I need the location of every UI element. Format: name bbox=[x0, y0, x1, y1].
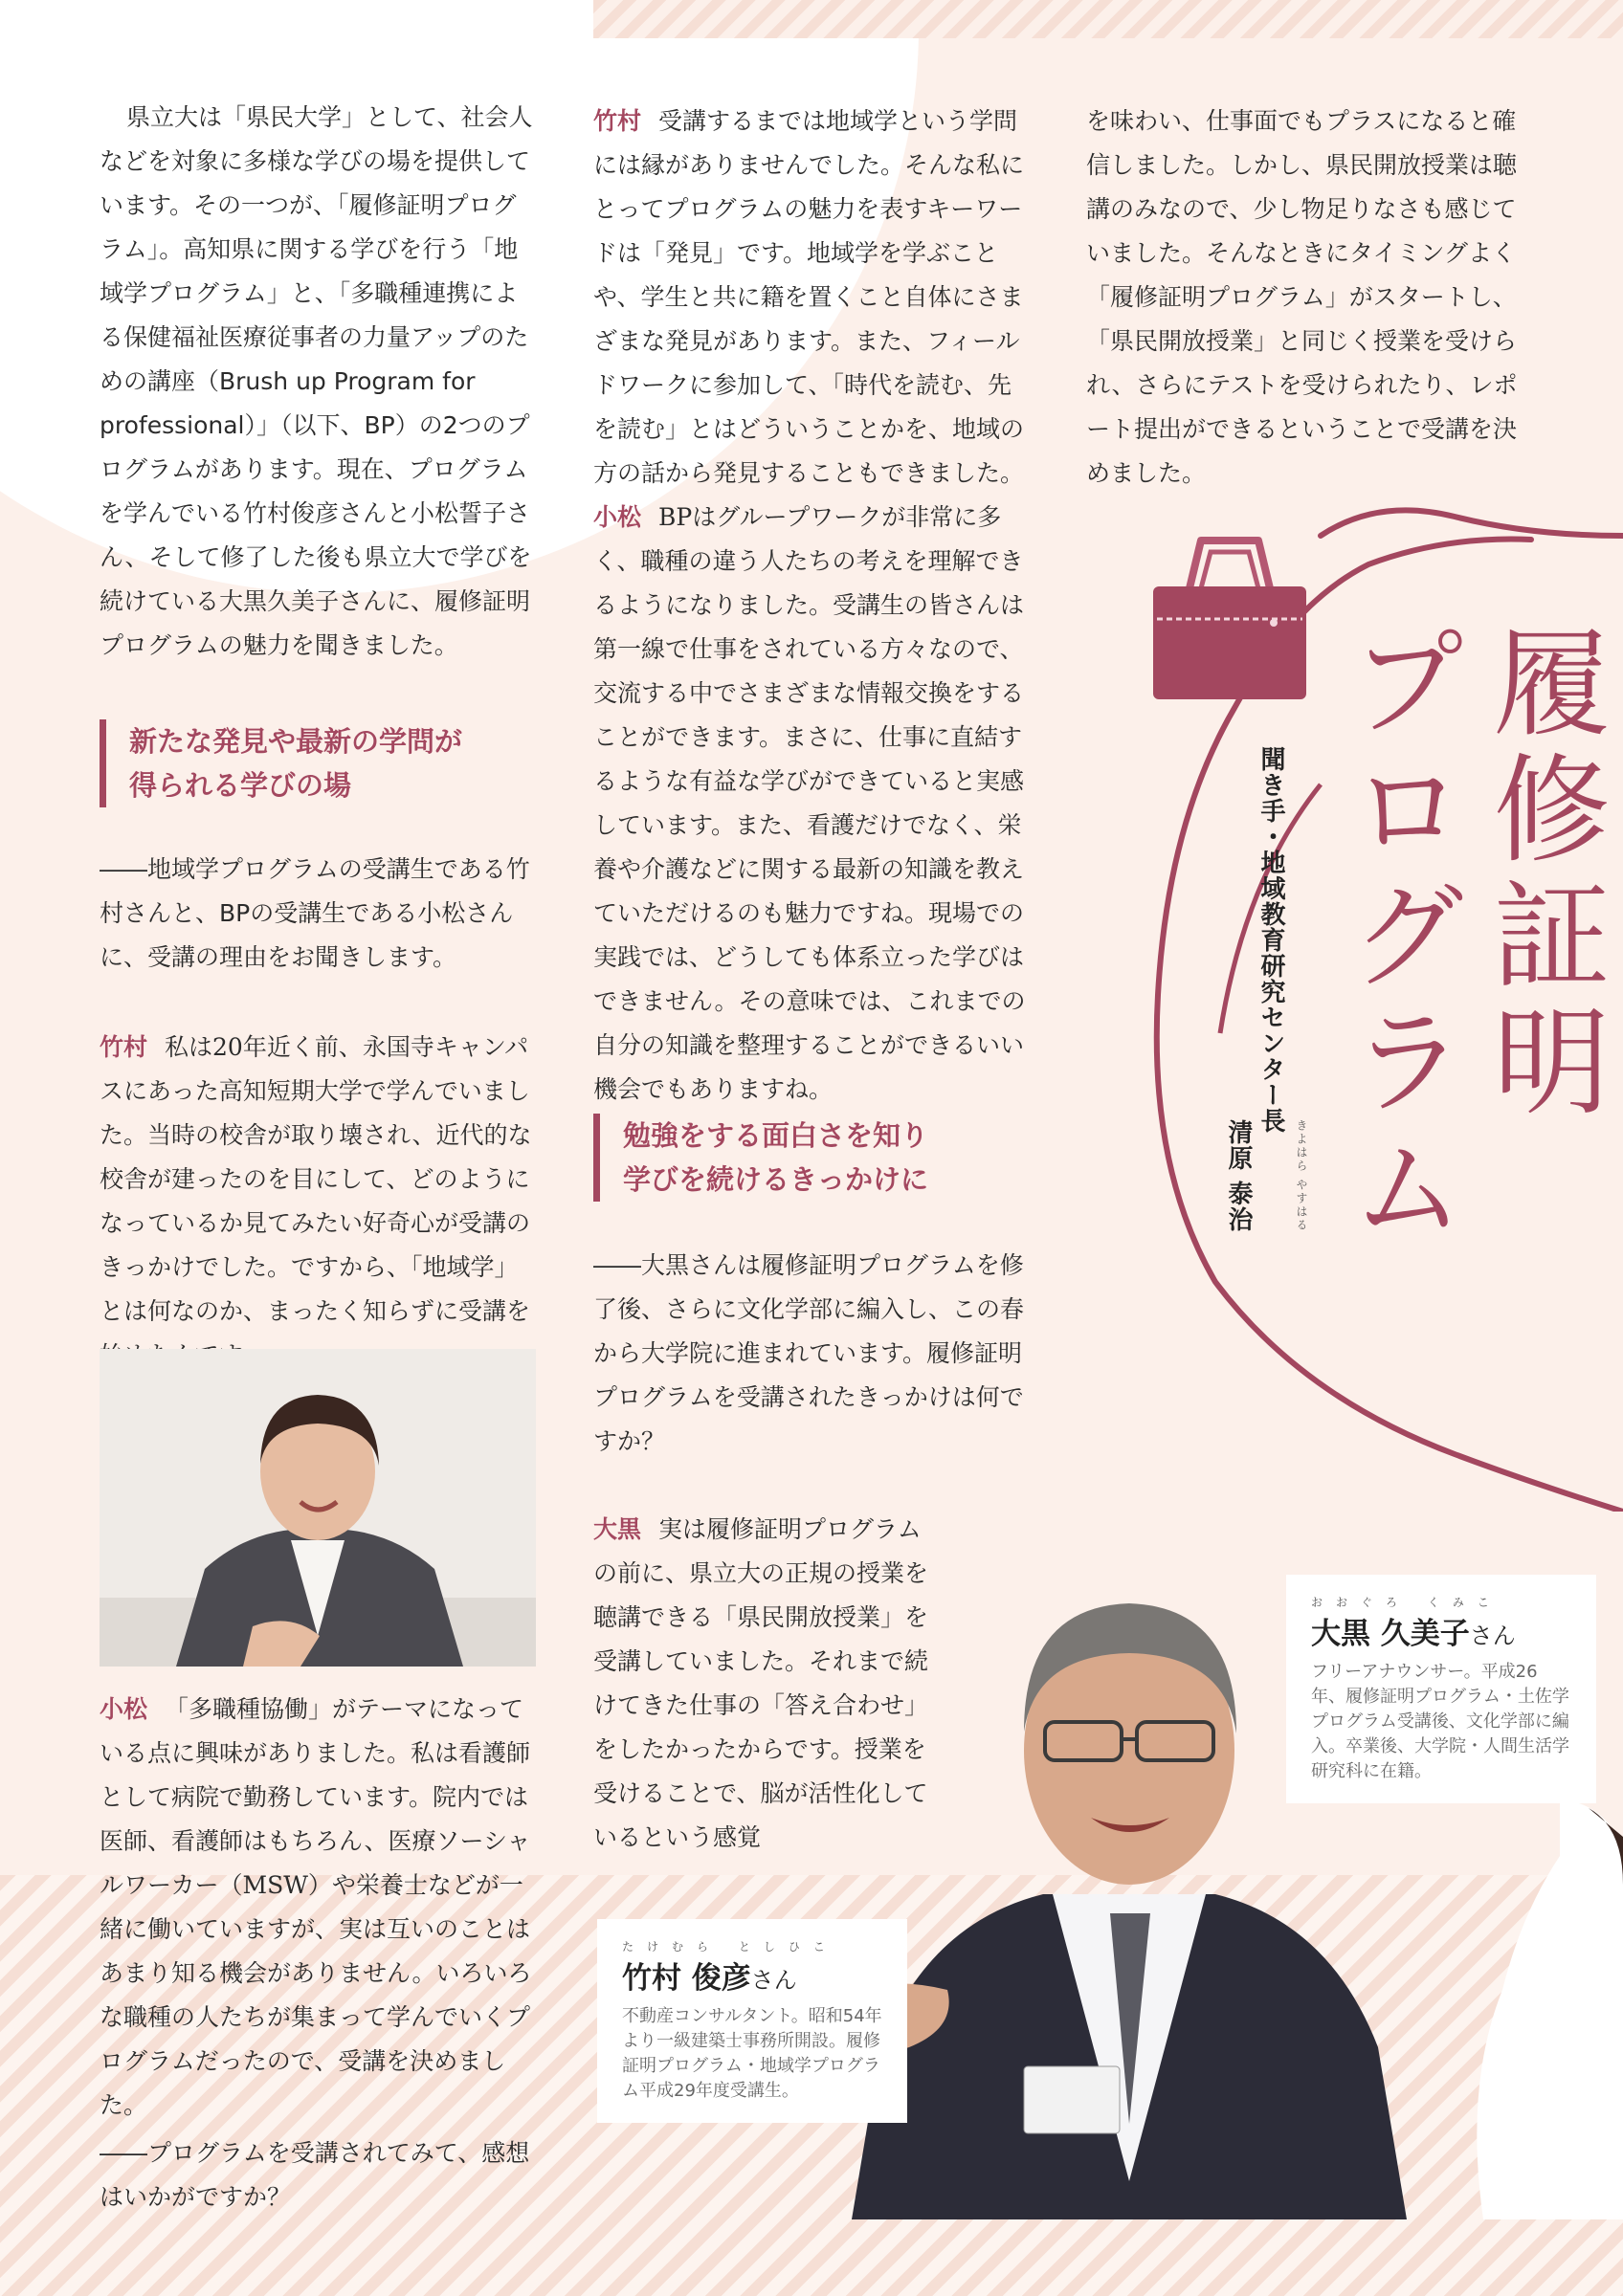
profile-ooguro-ruby: おおぐろ くみこ bbox=[1311, 1596, 1502, 1609]
speaker-ooguro: 大黒 bbox=[593, 1515, 642, 1543]
speaker-komatsu: 小松 bbox=[593, 503, 642, 531]
profile-takemura-suffix: さん bbox=[750, 1967, 797, 1994]
question-2: ――プログラムを受講されてみて、感想はいかがですか？ bbox=[100, 2139, 530, 2211]
photo-komatsu bbox=[100, 1349, 536, 1667]
profile-takemura-desc: 不動産コンサルタント。昭和54年より一級建築士事務所開設。履修証明プログラム・地域学プログラム平成29年度受講生。 bbox=[622, 2006, 882, 2101]
interviewer-name-ruby: きよはら やすはる bbox=[1295, 1119, 1308, 1232]
bag-icon bbox=[1144, 531, 1316, 703]
ooguro-answer-continued: を味わい、仕事面でもプラスになると確信しました。しかし、県民開放授業は聴講のみなので、少し物足りなさも感じていました。そんなときにタイミングよく「履修証明プログラム」がスタートし、「県民開放授業」と同じく授業を受けられ、さらにテストを受けられたり、レポート提出ができるということで受講を決めました。 bbox=[1086, 107, 1518, 487]
profile-takemura bbox=[597, 1919, 907, 2123]
profile-ooguro bbox=[1286, 1575, 1596, 1803]
title-line-1: 履修証明 bbox=[1474, 622, 1610, 1127]
profile-takemura-name: 竹村 俊彦 bbox=[622, 1961, 751, 1996]
portrait-woman-image bbox=[100, 1349, 536, 1667]
takemura-answer-1: 竹村 私は20年近く前、永国寺キャンパスにあった高知短期大学で学んでいました。当時の校舎が取り壊され、近代的な校舎が建ったのを目にして、どのようになっているか見てみたい好奇心が受講のきっかけでした。ですから、「地域学」とは何なのか、まったく知らずに受講を bbox=[100, 1033, 532, 1325]
ooguro-answer-1: 大黒 実は履修証明プログラムの前に、県立大の正規の授業を聴講できる「県民開放授業」を受講していました。それまで続けてきた仕事の「答え合わせ」をしたかったからです。授業を受けることで、脳が活性化しているという感覚 bbox=[593, 1515, 929, 1851]
section-heading-2: 勉強をする面白さを知り 学びを続けるきっかけに bbox=[593, 1114, 1044, 1202]
speaker-komatsu: 小松 bbox=[100, 1695, 148, 1723]
profile-takemura-ruby: たけむら としひこ bbox=[622, 1940, 838, 1954]
top-stripe-decoration bbox=[593, 0, 1623, 38]
takemura-answer-2: 竹村 受講するまでは地域学という学問には縁がありませんでした。そんな私にとってプログラムの魅力を表すキーワードは「発見」です。地域学を学ぶことや、学生と共に籍を置くこと自体にさまざまな発見があります。また、フィールドワークに参加して、「時代を読む、先を読む」とはどういうことかを、地域の方の話から発見することもできました。 bbox=[593, 107, 1025, 487]
partial-person-right bbox=[1445, 1799, 1623, 2219]
interviewer-name: 清原 泰治 bbox=[1224, 1119, 1253, 1233]
profile-ooguro-name: 大黒 久美子 bbox=[1311, 1617, 1470, 1651]
speaker-takemura: 竹村 bbox=[100, 1033, 148, 1061]
komatsu-answer-2: 小松 BPはグループワークが非常に多く、職種の違う人たちの考えを理解できるようになりました。受講生の皆さんは第一線で仕事をされている方々なので、交流する中でさまざまな情報交換をすることができます。まさに、仕事に直結するような有益な学びができていると実感しています。また、看護だけでなく、栄養や介護などに関する最新の知識を教えていただけるのも魅力ですね。現場での実践では、どうしても体系立った学びはできません。その意味では、これまでの自分の知識を整理することができるいい機会でもありますね。 bbox=[593, 503, 1026, 1103]
question-3: ――大黒さんは履修証明プログラムを修了後、さらに文化学部に編入し、この春から大学院に進まれています。履修証明プログラムを受講されたきっかけは何ですか？ bbox=[593, 1251, 1025, 1455]
question-1: ――地域学プログラムの受講生である竹村さんと、BPの受講生である小松さんに、受講の理由をお聞きします。 bbox=[100, 855, 530, 971]
title-line-2: プログラム bbox=[1330, 622, 1466, 1253]
interviewer-role: 聞き手・地域教育研究センター長 bbox=[1256, 746, 1285, 1134]
profile-ooguro-suffix: さん bbox=[1469, 1623, 1516, 1649]
section-heading-1: 新たな発見や最新の学問が 得られる学びの場 bbox=[100, 719, 550, 807]
intro-paragraph: 県立大は「県民大学」として、社会人などを対象に多様な学びの場を提供しています。その一つが、「履修証明プログラム」。高知県に関する学びを行う「地域学プログラム」と、「多職種連携による保健福祉医療従事者の力量アップのための講座（Brush up Program for professional）」（以下、BP）の2つのプログラムがあります。現在、プログラムを学んでいる竹村俊彦さんと小松誓子さん、そして修了した後も県立大で学びを続けている大黒久美子さんに、履修証明プログラムの魅力を聞きました。 bbox=[100, 103, 533, 659]
speaker-takemura: 竹村 bbox=[593, 107, 642, 135]
komatsu-answer-1: 小松 「多職種協働」がテーマになっている点に興味がありました。私は看護師として病院で勤務しています。院内では医師、看護師はもちろん、医療ソーシャルワーカー（MSW）や栄養士などが一緒に働いていますが、実は互いのことはあまり知る機会がありません。いろいろな職種の人たちが集まって学んでいくプログラムだったので、受講を決めました。 bbox=[100, 1695, 532, 2119]
profile-ooguro-desc: フリーアナウンサー。平成26年、履修証明プログラム・土佐学プログラム受講後、文化学部に編入。卒業後、大学院・人間生活学研究科に在籍。 bbox=[1311, 1662, 1569, 1781]
